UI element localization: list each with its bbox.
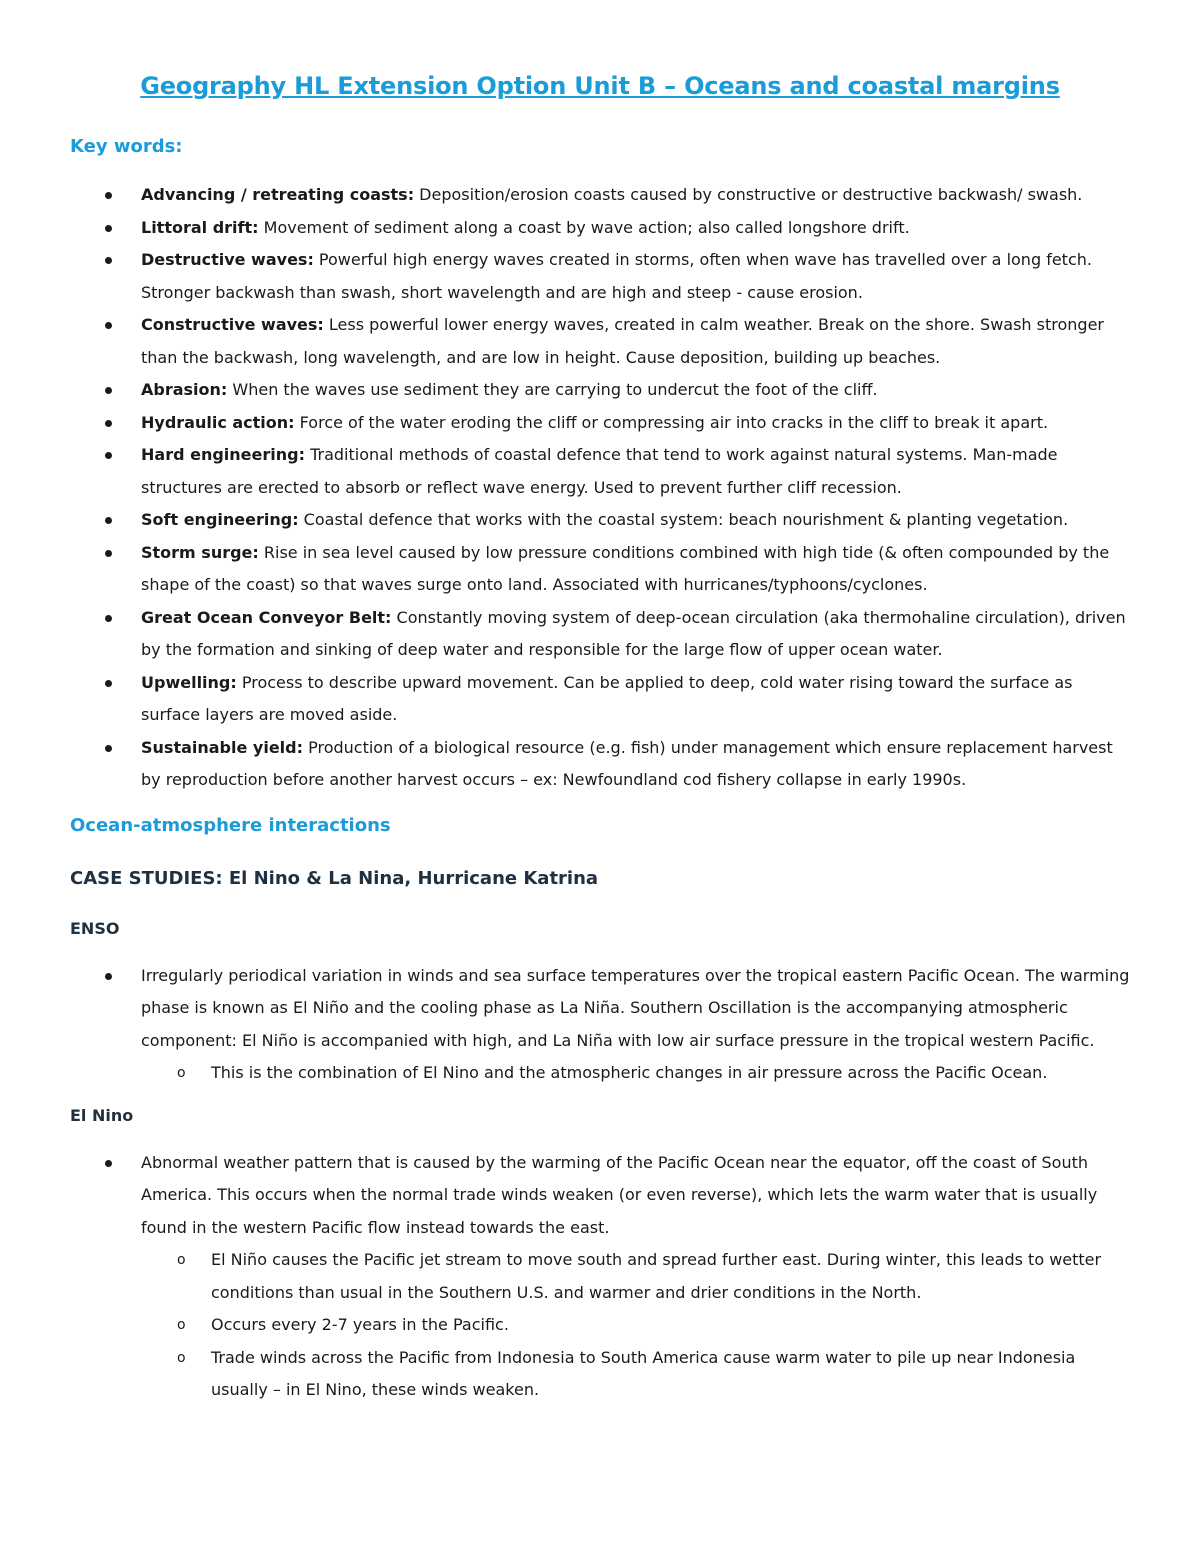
list-item bbox=[70, 504, 1130, 537]
definition: Constantly moving system of deep-ocean circulation (aka thermohaline circulation), driven by the formation and sinking of deep water and responsible for the large flow of upper ocean water. bbox=[141, 607, 1126, 659]
list-item bbox=[70, 244, 1130, 309]
bullet-icon bbox=[105, 973, 112, 980]
definition: Powerful high energy waves created in storms, often when wave has travelled over a long fetch. Stronger backwash than swash, short wavelength and are high and steep - cause erosion. bbox=[141, 250, 1092, 302]
list-item bbox=[70, 374, 1130, 407]
definition: Rise in sea level caused by low pressure conditions combined with high tide (& often compounded by the shape of the coast) so that waves surge onto land. Associated with hurricanes/typhoons/cyclones. bbox=[141, 542, 1110, 594]
sub-list-item-text: El Niño causes the Pacific jet stream to move south and spread further east. During winter, this leads to wetter conditions than usual in the Southern U.S. and warmer and drier conditions in the North. bbox=[211, 1250, 1102, 1302]
definition: Traditional methods of coastal defence that tend to work against natural systems. Man-made structures are erected to absorb or reflect wave energy. Used to prevent further cliff recession. bbox=[141, 445, 1058, 497]
list-item bbox=[70, 212, 1130, 245]
circle-bullet-icon: o bbox=[177, 1065, 186, 1081]
sub-list-item-text: Occurs every 2-7 years in the Pacific. bbox=[211, 1315, 509, 1334]
term: Soft engineering: bbox=[141, 510, 299, 529]
definition: When the waves use sediment they are carrying to undercut the foot of the cliff. bbox=[227, 380, 878, 399]
term: Constructive waves: bbox=[141, 315, 324, 334]
circle-bullet-icon: o bbox=[177, 1349, 186, 1366]
list-item bbox=[70, 439, 1130, 504]
list-item bbox=[70, 732, 1130, 797]
el-nino-sublist bbox=[70, 1244, 1130, 1407]
term: Storm surge: bbox=[141, 542, 259, 562]
sub-list-item-text: Trade winds across the Pacific from Indonesia to South America cause warm water to pile up near Indonesia usually – in El Nino, these winds weaken. bbox=[211, 1347, 1076, 1399]
term: Abrasion: bbox=[141, 380, 228, 399]
definition: Process to describe upward movement. Can be applied to deep, cold water rising toward the surface as surface layers are moved aside. bbox=[141, 672, 1073, 724]
term: Littoral drift: bbox=[141, 217, 259, 237]
definition: Deposition/erosion coasts caused by constructive or destructive backwash/ swash. bbox=[414, 185, 1083, 204]
term: Great Ocean Conveyor Belt: bbox=[141, 607, 392, 627]
document-title: Geography HL Extension Option Unit B – Oceans and coastal margins bbox=[140, 72, 1060, 100]
list-item-text: Irregularly periodical variation in winds and sea surface temperatures over the tropical eastern Pacific Ocean. The warming phase is known as El Niño and the cooling phase as La Niña. Southern Oscillation is the accompanying atmospheric component: El Niño is accompanied with high, and La Niña with low air surface pressure in the tropical western Pacific. bbox=[141, 965, 1130, 1050]
list-item bbox=[70, 602, 1130, 667]
definition: Coastal defence that works with the coastal system: beach nourishment & planting vegetation. bbox=[298, 510, 1069, 529]
definition: Movement of sediment along a coast by wave action; also called longshore drift. bbox=[258, 217, 910, 237]
sub-list-item-text: This is the combination of El Nino and the atmospheric changes in air pressure across the Pacific Ocean. bbox=[211, 1063, 1048, 1082]
bullet-icon bbox=[105, 550, 112, 557]
circle-bullet-icon: o bbox=[177, 1317, 186, 1333]
term: Hard engineering: bbox=[141, 445, 305, 464]
key-words-list bbox=[70, 179, 1130, 797]
list-item bbox=[70, 1147, 1130, 1245]
list-item bbox=[70, 407, 1130, 440]
term: Destructive waves: bbox=[141, 250, 314, 269]
sub-list-item bbox=[70, 1057, 1130, 1090]
el-nino-heading: El Nino bbox=[70, 1105, 134, 1125]
bullet-icon bbox=[105, 452, 112, 459]
term: Hydraulic action: bbox=[141, 412, 295, 432]
bullet-icon bbox=[105, 680, 112, 687]
bullet-icon bbox=[105, 615, 112, 622]
bullet-icon bbox=[105, 387, 112, 394]
term: Advancing / retreating coasts: bbox=[141, 185, 415, 204]
sub-list-item bbox=[70, 1244, 1130, 1309]
list-item bbox=[70, 537, 1130, 602]
bullet-icon bbox=[105, 225, 112, 232]
bullet-icon bbox=[105, 192, 112, 199]
list-item bbox=[70, 667, 1130, 732]
sub-list-item bbox=[70, 1309, 1130, 1342]
list-item bbox=[70, 179, 1130, 212]
bullet-icon bbox=[105, 420, 112, 427]
definition: Force of the water eroding the cliff or compressing air into cracks in the cliff to break it apart. bbox=[294, 412, 1049, 432]
bullet-icon bbox=[105, 745, 112, 752]
bullet-icon bbox=[105, 1160, 112, 1167]
bullet-icon bbox=[105, 257, 112, 264]
case-studies-heading: CASE STUDIES: El Nino & La Nina, Hurricane Katrina bbox=[70, 867, 599, 889]
enso-heading: ENSO bbox=[70, 918, 120, 938]
list-item bbox=[70, 309, 1130, 374]
sub-list-item bbox=[70, 1342, 1130, 1407]
term: Upwelling: bbox=[141, 672, 237, 692]
key-words-heading: Key words: bbox=[70, 136, 183, 157]
definition: Less powerful lower energy waves, created in calm weather. Break on the shore. Swash stronger than the backwash, long wavelength, and are low in height. Cause deposition, building up beaches. bbox=[141, 315, 1104, 367]
bullet-icon bbox=[105, 322, 112, 329]
list-item-text: Abnormal weather pattern that is caused by the warming of the Pacific Ocean near the equator, off the coast of South America. This occurs when the normal trade winds weaken (or even reverse), which lets the warm water that is usually found in the western Pacific flow instead towards the east. bbox=[141, 1152, 1098, 1237]
bullet-icon bbox=[105, 517, 112, 524]
list-item bbox=[70, 960, 1130, 1058]
term: Sustainable yield: bbox=[141, 737, 304, 757]
enso-list bbox=[70, 960, 1130, 1058]
el-nino-list bbox=[70, 1147, 1130, 1245]
section-heading: Ocean-atmosphere interactions bbox=[70, 814, 391, 836]
circle-bullet-icon: o bbox=[177, 1252, 186, 1268]
enso-sublist bbox=[70, 1057, 1130, 1090]
definition: Production of a biological resource (e.g. fish) under management which ensure replacement harvest by reproduction before another harvest occurs – ex: Newfoundland cod fishery collapse in early 1990s. bbox=[141, 737, 1113, 789]
